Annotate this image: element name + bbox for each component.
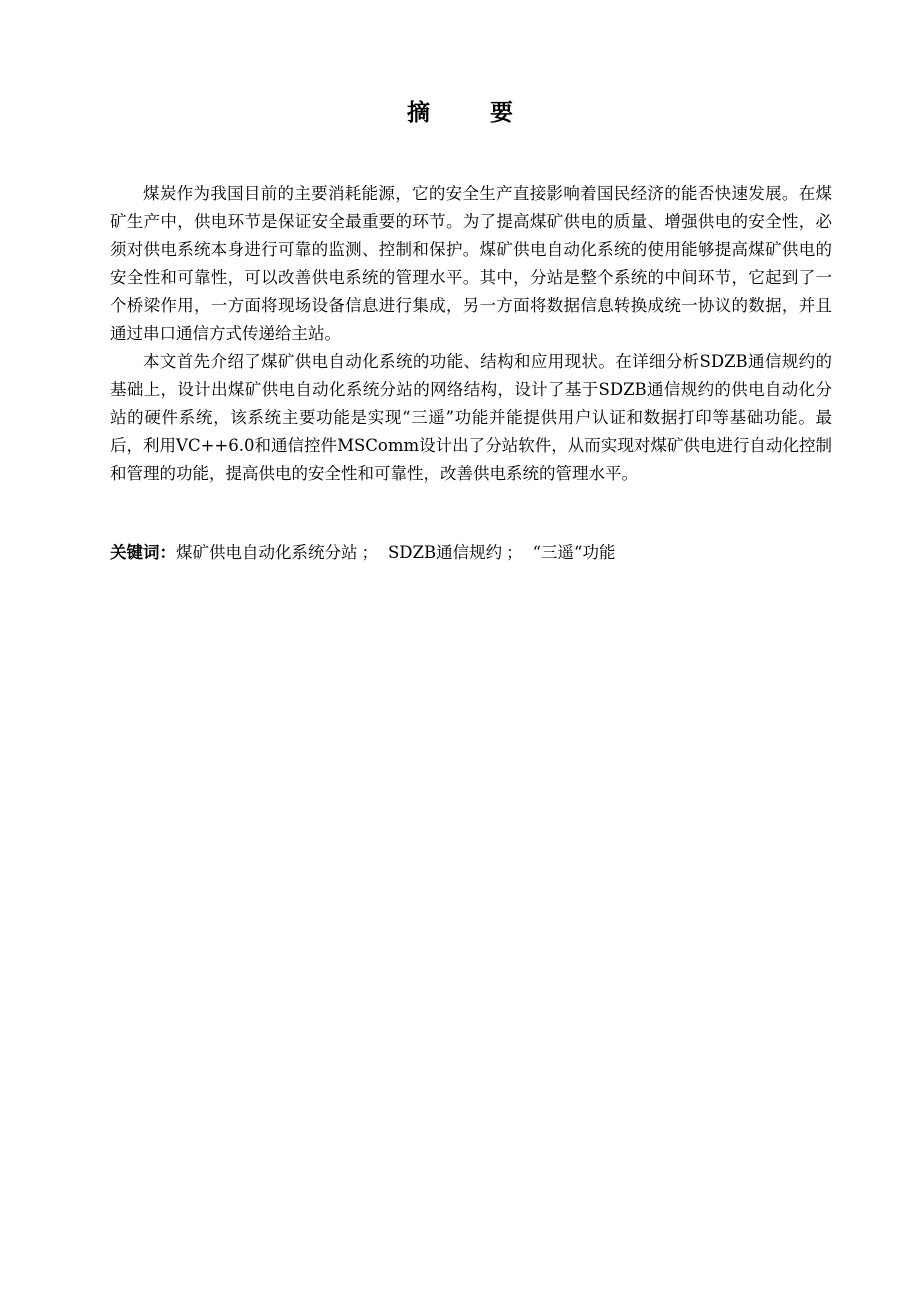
keywords-label: 关键词： [110, 543, 176, 562]
abstract-paragraph-1: 煤炭作为我国目前的主要消耗能源，它的安全生产直接影响着国民经济的能否快速发展。在煤矿生产中，供电环节是保证安全最重要的环节。为了提高煤矿供电的质量、增强供电的安全性，必须对供电系统本身进行可靠的监测、控制和保护。煤矿供电自动化系统的使用能够提高煤矿供电的安全性和可靠性，可以改善供电系统的管理水平。其中，分站是整个系统的中间环节，它起到了一个桥梁作用，一方面将现场设备信息进行集成，另一方面将数据信息转换成统一协议的数据，并且通过串口通信方式传递给主站。 [110, 184, 832, 343]
abstract-title: 摘 要 [406, 100, 539, 126]
abstract-body [110, 180, 832, 488]
keyword-item-2: SDZB通信规约 [388, 543, 503, 562]
keyword-separator-1: ； [361, 543, 378, 562]
keyword-item-3: “三遥“功能 [532, 543, 616, 562]
keyword-item-1: 煤矿供电自动化系统分站 [176, 543, 358, 562]
keyword-separator-2: ； [506, 543, 523, 562]
abstract-paragraph-2: 本文首先介绍了煤矿供电自动化系统的功能、结构和应用现状。在详细分析SDZB通信规约的基础上，设计出煤矿供电自动化系统分站的网络结构，设计了基于SDZB通信规约的供电自动化分站的硬件系统，该系统主要功能是实现“三遥”功能并能提供用户认证和数据打印等基础功能。最后，利用VC++6.0和通信控件MSComm设计出了分站软件，从而实现对煤矿供电进行自动化控制和管理的功能，提高供电的安全性和可靠性，改善供电系统的管理水平。 [110, 352, 832, 483]
keywords-line [110, 539, 832, 567]
